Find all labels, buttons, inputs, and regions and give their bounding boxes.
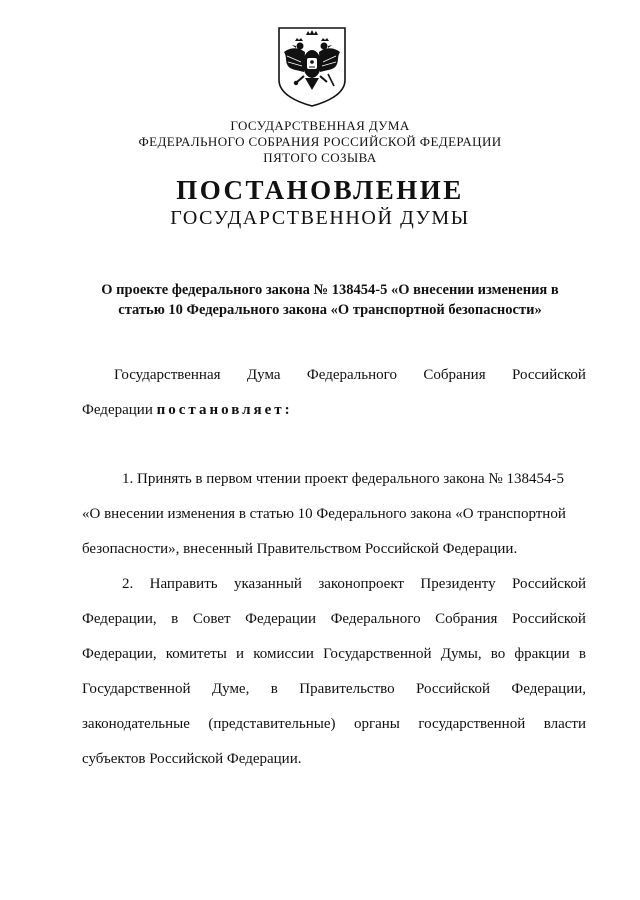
item-2-word: Президенту <box>420 576 496 592</box>
double-headed-eagle-icon <box>275 26 349 108</box>
preamble-line-2 <box>82 402 293 419</box>
item-2-word: комиссии <box>253 646 314 662</box>
item-2-word: органы <box>353 716 400 732</box>
header-line-1: ГОСУДАРСТВЕННАЯ ДУМА <box>230 118 410 133</box>
item-2-word: Совет <box>192 611 231 627</box>
header-line-2: ФЕДЕРАЛЬНОГО СОБРАНИЯ РОССИЙСКОЙ ФЕДЕРАЦИИ <box>138 134 502 149</box>
item-2-line-2 <box>82 611 586 628</box>
header-line-3: ПЯТОГО СОЗЫВА <box>263 150 377 165</box>
preamble-federation: Федерации <box>82 402 153 418</box>
item-2-word: 2. <box>122 576 134 592</box>
item-2-word: государственной <box>418 716 526 732</box>
item-2-word: Направить <box>149 576 218 592</box>
item-2-word: Собрания <box>435 611 498 627</box>
item-2-word: Думы, <box>440 646 482 662</box>
preamble-word: Российской <box>512 367 586 383</box>
preamble-word: Собрания <box>423 367 486 383</box>
item-2-word: Федерации <box>245 611 316 627</box>
item-2-word: Федерации, <box>82 646 157 662</box>
item-2-word: Государственной <box>82 681 191 697</box>
item-2-word: законопроект <box>318 576 404 592</box>
item-1-line-3: безопасности», внесенный Правительством Российской Федерации. <box>82 541 518 557</box>
item-2-word: указанный <box>233 576 302 592</box>
item-2-line-3 <box>82 646 586 663</box>
subject-line-2: статью 10 Федерального закона «О транспортной безопасности» <box>118 302 542 318</box>
item-2-word: Российской <box>416 681 490 697</box>
document-subtitle: ГОСУДАРСТВЕННОЙ ДУМЫ <box>170 207 470 229</box>
item-2-word: Федерации, <box>82 611 157 627</box>
item-2-line-5 <box>82 716 586 733</box>
preamble-word: Дума <box>246 367 281 383</box>
item-2-word: законодательные <box>82 716 190 732</box>
item-2-word: власти <box>543 716 586 732</box>
item-1-line-2: «О внесении изменения в статью 10 Федерального закона «О транспортной <box>82 506 566 522</box>
state-emblem <box>275 26 349 108</box>
item-2-word: (представительные) <box>208 716 336 732</box>
subject-heading <box>80 280 580 320</box>
item-2-word: Российской <box>512 576 586 592</box>
decree-verb: постановляет: <box>156 402 293 418</box>
item-1-line-1: 1. Принять в первом чтении проект федерального закона № 138454-5 <box>122 471 564 487</box>
item-2-word: Правительство <box>299 681 395 697</box>
item-2-word: комитеты <box>165 646 227 662</box>
item-2-word: Думе, <box>211 681 250 697</box>
item-2-word: в <box>578 646 586 662</box>
item-2-word: во <box>490 646 506 662</box>
item-2-word: фракции <box>514 646 570 662</box>
preamble-word: Государственная <box>114 367 221 383</box>
item-2-line-4 <box>82 681 586 698</box>
item-2-word: в <box>171 611 179 627</box>
subject-line-1: О проекте федерального закона № 138454-5 «О внесении изменения в <box>101 282 559 298</box>
item-2-word: Российской <box>512 611 586 627</box>
item-2-word: и <box>236 646 245 662</box>
preamble-word: Федерального <box>306 367 397 383</box>
item-2-word: Федерального <box>330 611 421 627</box>
document-title: ПОСТАНОВЛЕНИЕ <box>176 175 464 205</box>
preamble-line-1 <box>114 367 586 384</box>
item-2-line-6: субъектов Российской Федерации. <box>82 751 302 767</box>
item-2-word: Государственной <box>323 646 432 662</box>
item-2-word: в <box>270 681 278 697</box>
item-2-line-1 <box>122 576 586 593</box>
item-2-word: Федерации, <box>511 681 586 697</box>
